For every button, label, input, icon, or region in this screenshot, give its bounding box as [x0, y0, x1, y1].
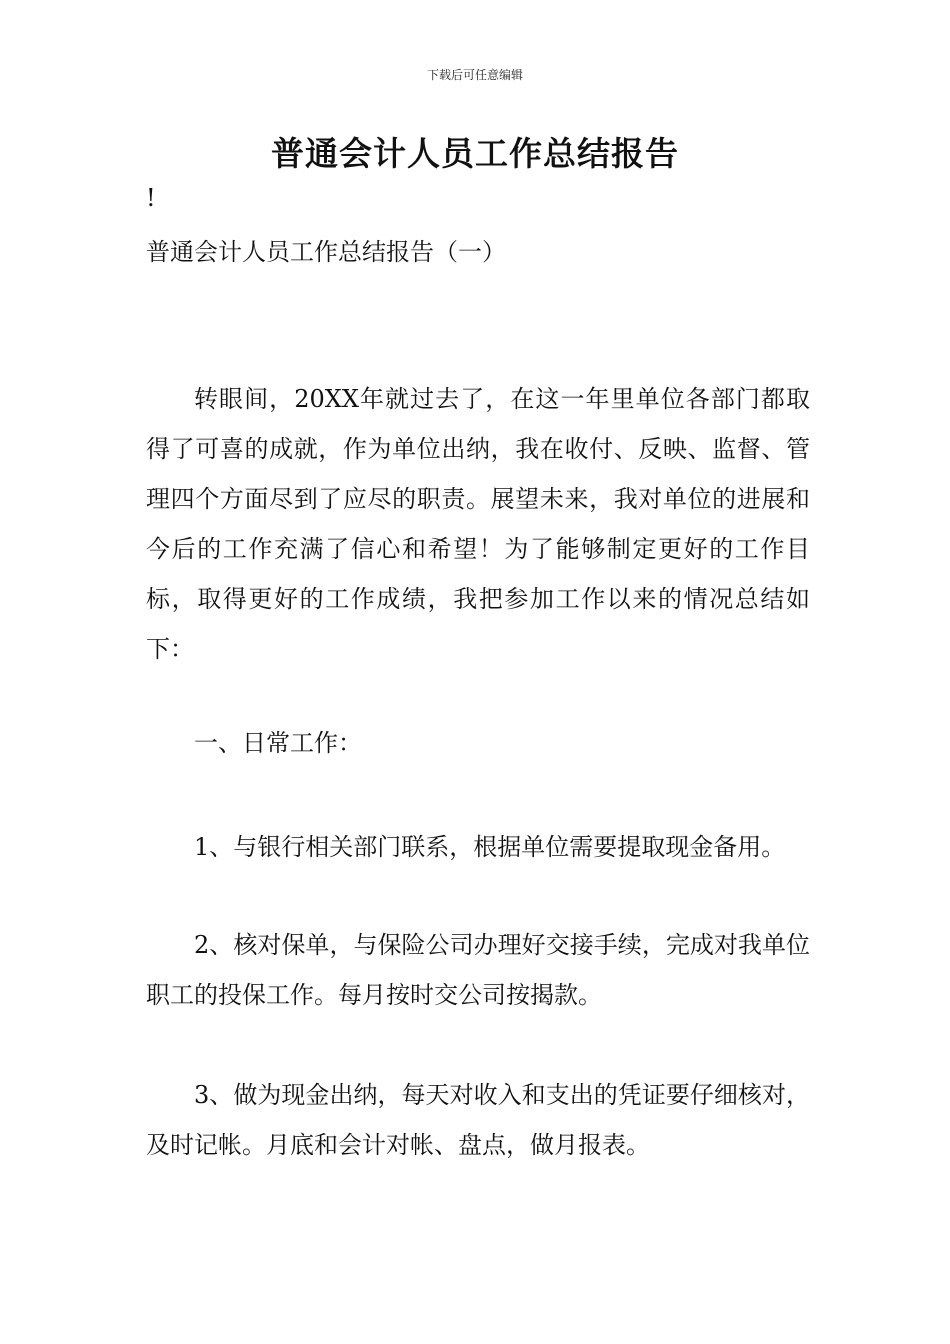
header-note: 下载后可任意编辑: [426, 68, 523, 82]
exclamation-mark: !: [146, 184, 156, 212]
document-subtitle: 普通会计人员工作总结报告（一）: [146, 238, 506, 266]
section-heading-text: 一、日常工作：: [194, 729, 362, 757]
intro-paragraph: [146, 374, 810, 674]
section-heading: [146, 718, 810, 768]
list-item-text: 2、核对保单，与保险公司办理好交接手续，完成对我单位职工的投保工作。每月按时交公司按揭款。: [146, 931, 810, 1009]
list-item: [146, 920, 810, 1020]
document-title: 普通会计人员工作总结报告: [271, 134, 679, 173]
intro-text: 转眼间，20XX年就过去了，在这一年里单位各部门都取得了可喜的成就，作为单位出纳，我在收付、反映、监督、管理四个方面尽到了应尽的职责。展望未来，我对单位的进展和今后的工作充满了信心和希望！为了能够制定更好的工作目标，取得更好的工作成绩，我把参加工作以来的情况总结如下：: [146, 385, 810, 663]
list-item-text: 1、与银行相关部门联系，根据单位需要提取现金备用。: [194, 833, 786, 861]
list-item: [146, 822, 810, 872]
list-item-text: 3、做为现金出纳，每天对收入和支出的凭证要仔细核对，及时记帐。月底和会计对帐、盘点，做月报表。: [146, 1081, 810, 1159]
list-item: [146, 1070, 810, 1170]
